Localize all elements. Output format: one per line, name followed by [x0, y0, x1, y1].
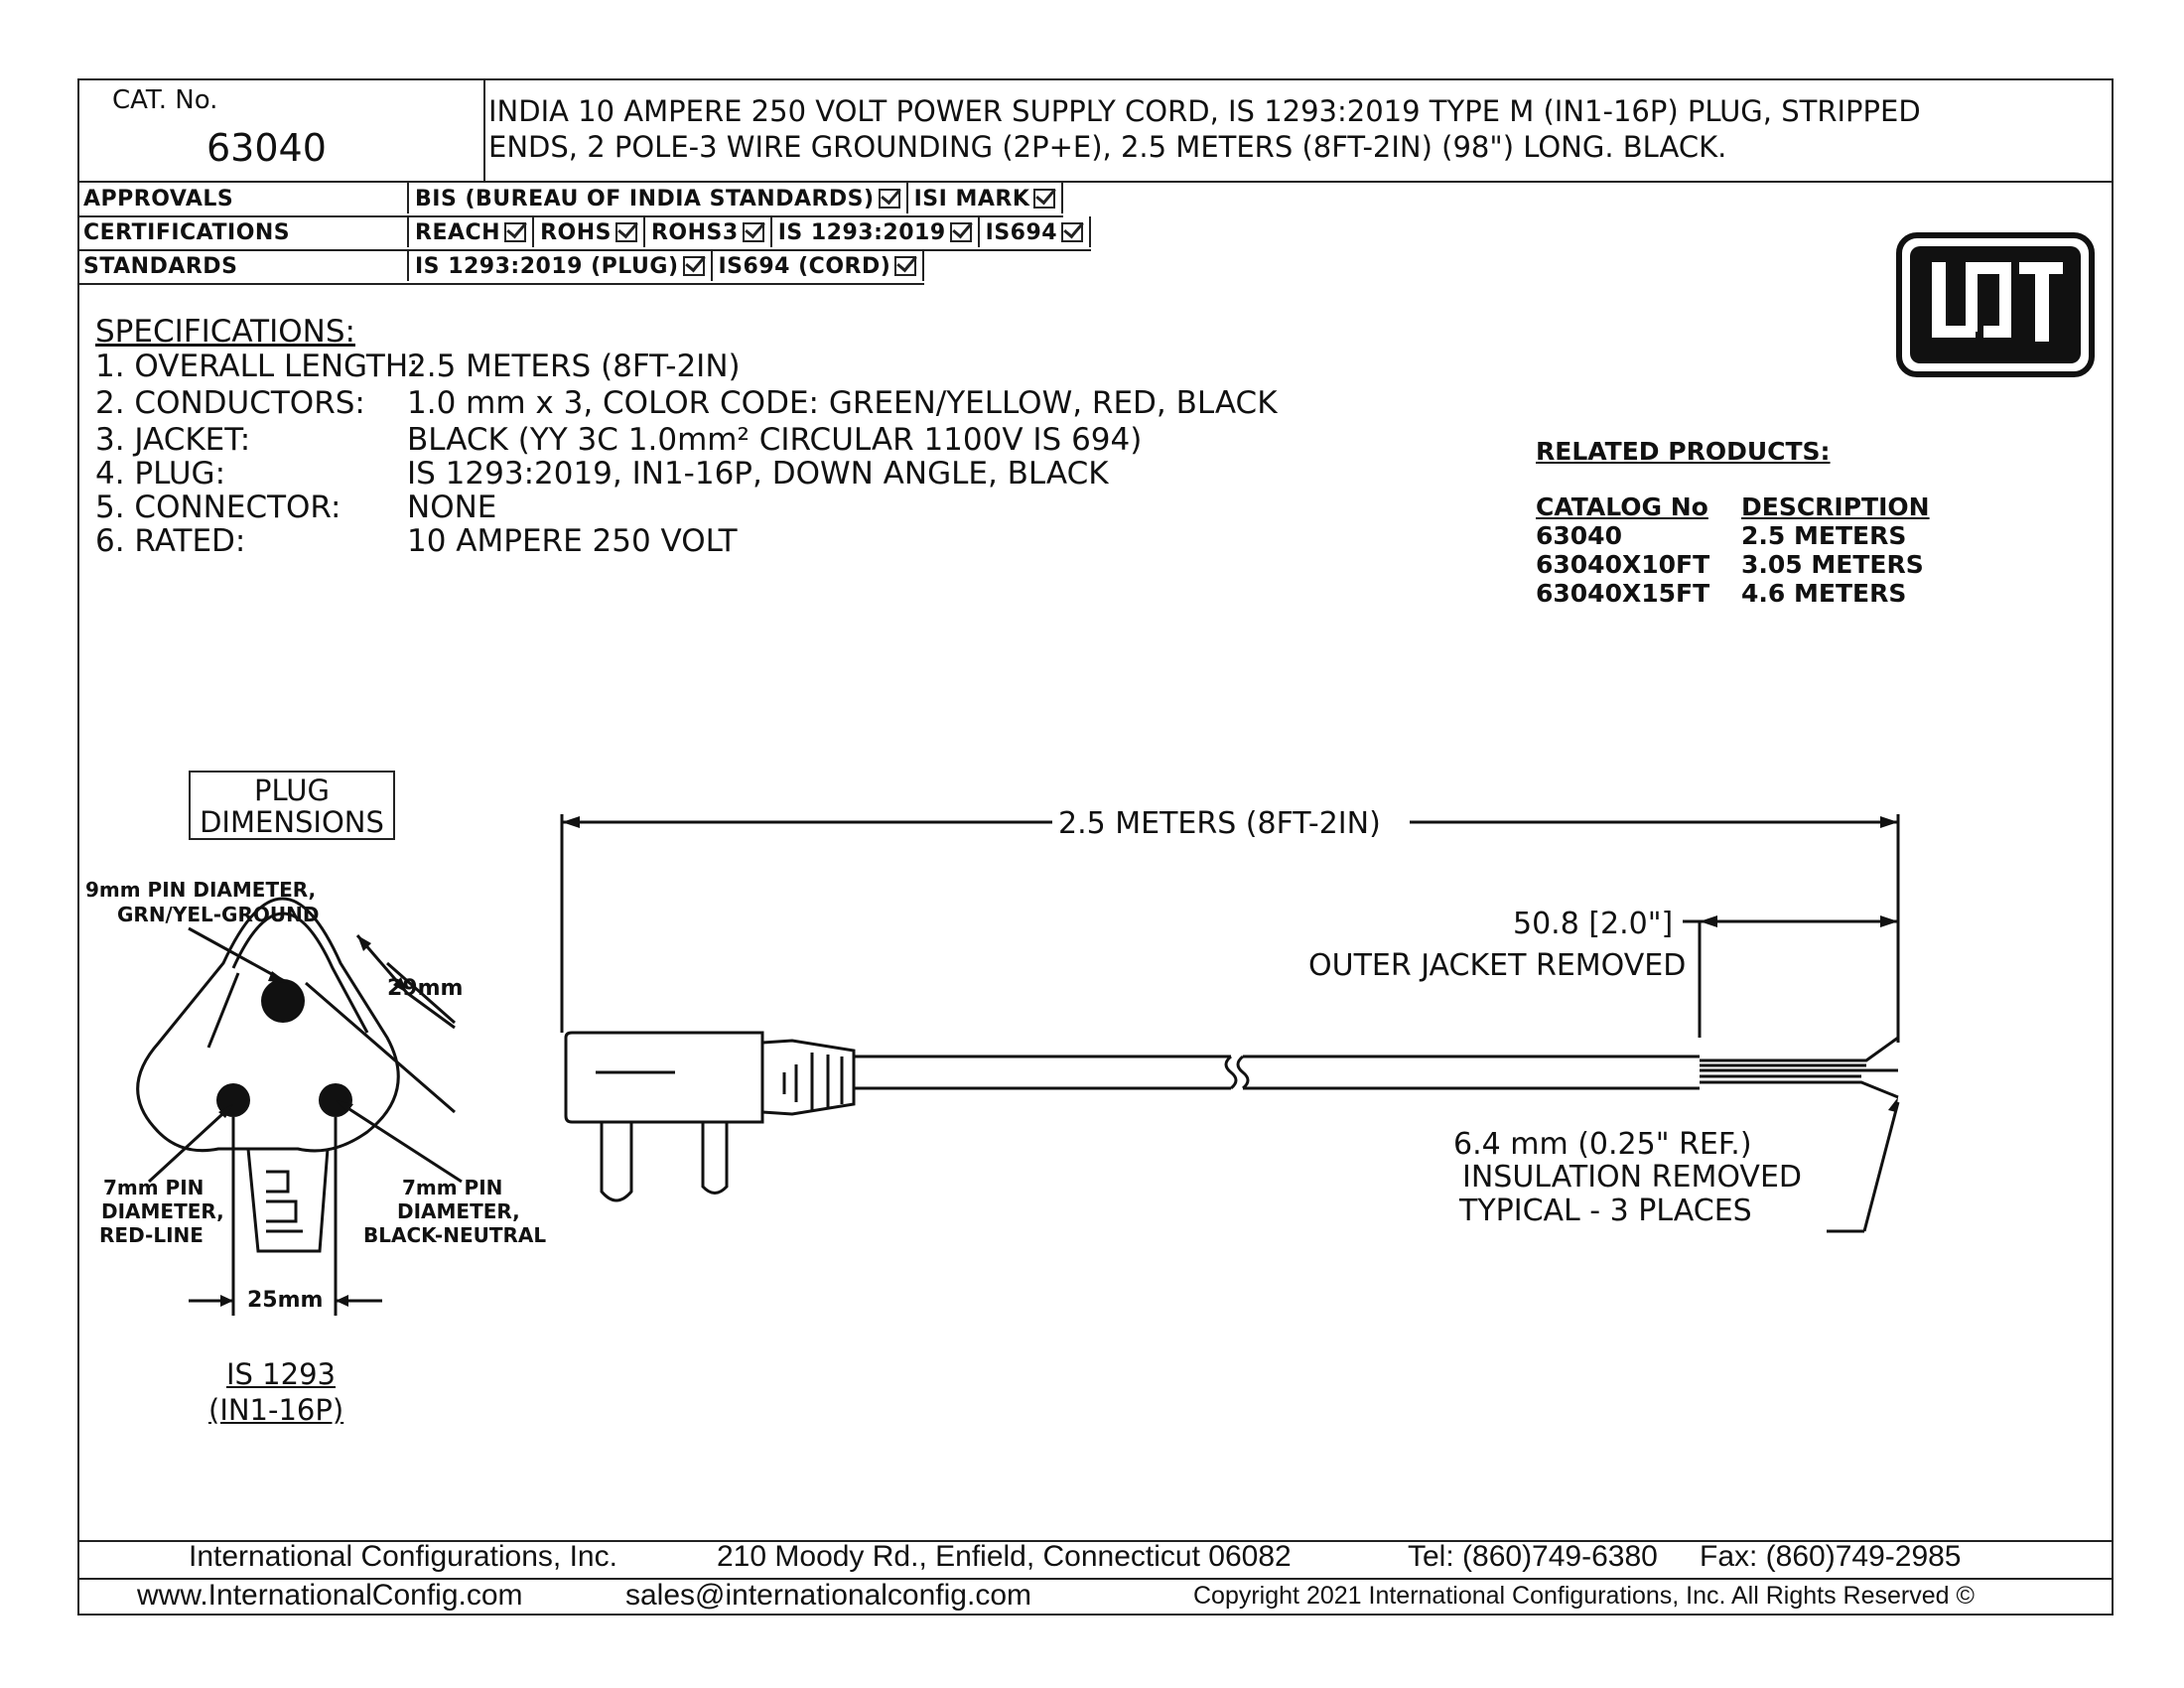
approval-bis-text: BIS (BUREAU OF INDIA STANDARDS) [415, 187, 875, 211]
spec-value: BLACK (YY 3C 1.0mm² CIRCULAR 1100V IS 694) [407, 422, 1143, 458]
line-pin-label-1: 7mm PIN [103, 1176, 205, 1199]
cert-rohs3 [645, 216, 772, 247]
footer-company: International Configurations, Inc. [189, 1540, 617, 1573]
spec-item [95, 423, 250, 457]
spec-value: IS 1293:2019, IN1-16P, DOWN ANGLE, BLACK [407, 456, 1109, 492]
cert-is1293 [772, 216, 980, 247]
cert-is694 [980, 216, 1091, 247]
related-catalog: 63040 [1536, 521, 1622, 550]
footer-address: 210 Moody Rd., Enfield, Connecticut 06082 [717, 1540, 1292, 1573]
ground-pin-label-1: 9mm PIN DIAMETER, [85, 878, 317, 902]
std-cord-text: IS694 (CORD) [718, 254, 891, 279]
checkbox-icon [743, 222, 764, 242]
cat-number: 63040 [206, 126, 327, 170]
plug-dimensions-box [189, 771, 395, 840]
related-heading: RELATED PRODUCTS: [1536, 437, 1831, 466]
cord-plug-body [566, 1033, 762, 1122]
approval-isi [908, 183, 1064, 213]
overall-length-dim: 2.5 METERS (8FT-2IN) [1058, 806, 1381, 841]
standards-label: STANDARDS [77, 250, 409, 281]
cert-reach [409, 216, 534, 247]
title-line-1: INDIA 10 AMPERE 250 VOLT POWER SUPPLY CORD, IS 1293:2019 TYPE M (IN1-16P) PLUG, STRIPPED [488, 94, 1921, 128]
checkbox-icon [894, 256, 916, 276]
cert-is694-text: IS694 [985, 220, 1058, 245]
certifications-row [77, 216, 1091, 251]
checkbox-icon [1033, 189, 1055, 209]
related-catalog: 63040X15FT [1536, 579, 1710, 608]
spec-value: NONE [407, 490, 497, 525]
isi-logo [1896, 232, 2095, 377]
cord-plug-pin-small [703, 1122, 727, 1194]
plug-standard-1: IS 1293 [226, 1357, 336, 1391]
plug-box-line-2: DIMENSIONS [200, 805, 384, 839]
related-catalog: 63040X10FT [1536, 550, 1710, 579]
wire-bottom [1700, 1082, 1898, 1097]
approvals-label: APPROVALS [77, 183, 409, 213]
related-desc: 2.5 METERS [1741, 521, 1907, 550]
cert-rohs3-text: ROHS3 [650, 220, 739, 245]
footer-fax: Fax: (860)749-2985 [1700, 1540, 1962, 1573]
spec-label: 6. RATED: [95, 523, 246, 559]
checkbox-icon [504, 222, 526, 242]
jacket-removed-note: OUTER JACKET REMOVED [1308, 948, 1687, 983]
neutral-pin-label-3: BLACK-NEUTRAL [363, 1223, 547, 1247]
checkbox-icon [879, 189, 900, 209]
standards-row [77, 250, 924, 285]
cord-strain-relief [762, 1041, 854, 1114]
plug-standard-2: (IN1-16P) [208, 1393, 344, 1427]
footer-copyright: Copyright 2021 International Configurations, Inc. All Rights Reserved © [1193, 1582, 1975, 1610]
spec-value: 10 AMPERE 250 VOLT [407, 523, 738, 559]
line-pin-label-3: RED-LINE [99, 1223, 204, 1247]
checkbox-icon [950, 222, 972, 242]
title-line-2: ENDS, 2 POLE-3 WIRE GROUNDING (2P+E), 2.5 METERS (8FT-2IN) (98") LONG. BLACK. [488, 130, 1727, 164]
spec-value: 1.0 mm x 3, COLOR CODE: GREEN/YELLOW, RED, BLACK [407, 385, 1278, 421]
checkbox-icon [615, 222, 637, 242]
spec-value: 2.5 METERS (8FT-2IN) [407, 349, 741, 384]
cord-plug-pin-large [602, 1122, 631, 1200]
insulation-dim: 6.4 mm (0.25" REF.) [1453, 1127, 1752, 1162]
related-col-description: DESCRIPTION [1741, 492, 1930, 521]
approval-isi-text: ISI MARK [913, 187, 1030, 211]
spec-item [95, 524, 245, 558]
std-cord [713, 250, 925, 281]
header-divider [483, 78, 485, 182]
dim-29mm: 29mm [387, 976, 464, 1001]
plug-box-line-1: PLUG [254, 774, 330, 807]
checkbox-icon [1061, 222, 1083, 242]
dim-25mm: 25mm [247, 1288, 324, 1313]
spec-label: 2. CONDUCTORS: [95, 385, 365, 421]
neutral-pin-label-2: DIAMETER, [397, 1199, 520, 1223]
insulation-typical: TYPICAL - 3 PLACES [1459, 1194, 1752, 1228]
certifications-label: CERTIFICATIONS [77, 216, 409, 247]
specifications-heading: SPECIFICATIONS: [95, 314, 355, 350]
std-plug-text: IS 1293:2019 (PLUG) [415, 254, 679, 279]
spec-item [95, 386, 365, 420]
line-pin-label-2: DIAMETER, [101, 1199, 224, 1223]
spec-label: 4. PLUG: [95, 456, 226, 492]
related-col-catalog: CATALOG No [1536, 492, 1708, 521]
insulation-note: INSULATION REMOVED [1462, 1160, 1802, 1195]
cert-rohs-text: ROHS [540, 220, 612, 245]
jacket-removed-dim: 50.8 [2.0"] [1513, 907, 1674, 941]
spec-label: 3. JACKET: [95, 422, 251, 458]
std-plug [409, 250, 713, 281]
spec-item [95, 491, 341, 524]
spec-item [95, 457, 225, 491]
checkbox-icon [683, 256, 705, 276]
related-desc: 3.05 METERS [1741, 550, 1924, 579]
footer-website-link[interactable]: www.InternationalConfig.com [137, 1579, 523, 1612]
spec-label: 1. OVERALL LENGTH: [95, 349, 419, 384]
spec-label: 5. CONNECTOR: [95, 490, 341, 525]
neutral-pin-label-1: 7mm PIN [402, 1176, 503, 1199]
cat-label: CAT. No. [112, 85, 218, 115]
cert-is1293-text: IS 1293:2019 [777, 220, 946, 245]
cert-reach-text: REACH [415, 220, 501, 245]
related-desc: 4.6 METERS [1741, 579, 1907, 608]
approval-bis [409, 183, 908, 213]
wire-top [1700, 1038, 1898, 1060]
cert-rohs [534, 216, 645, 247]
ground-pin [261, 979, 305, 1023]
spec-item [95, 350, 419, 383]
footer-tel: Tel: (860)749-6380 [1408, 1540, 1658, 1573]
approvals-row [77, 183, 1063, 217]
footer-email-link[interactable]: sales@internationalconfig.com [625, 1579, 1031, 1612]
ground-pin-label-2: GRN/YEL-GROUND [117, 903, 320, 926]
